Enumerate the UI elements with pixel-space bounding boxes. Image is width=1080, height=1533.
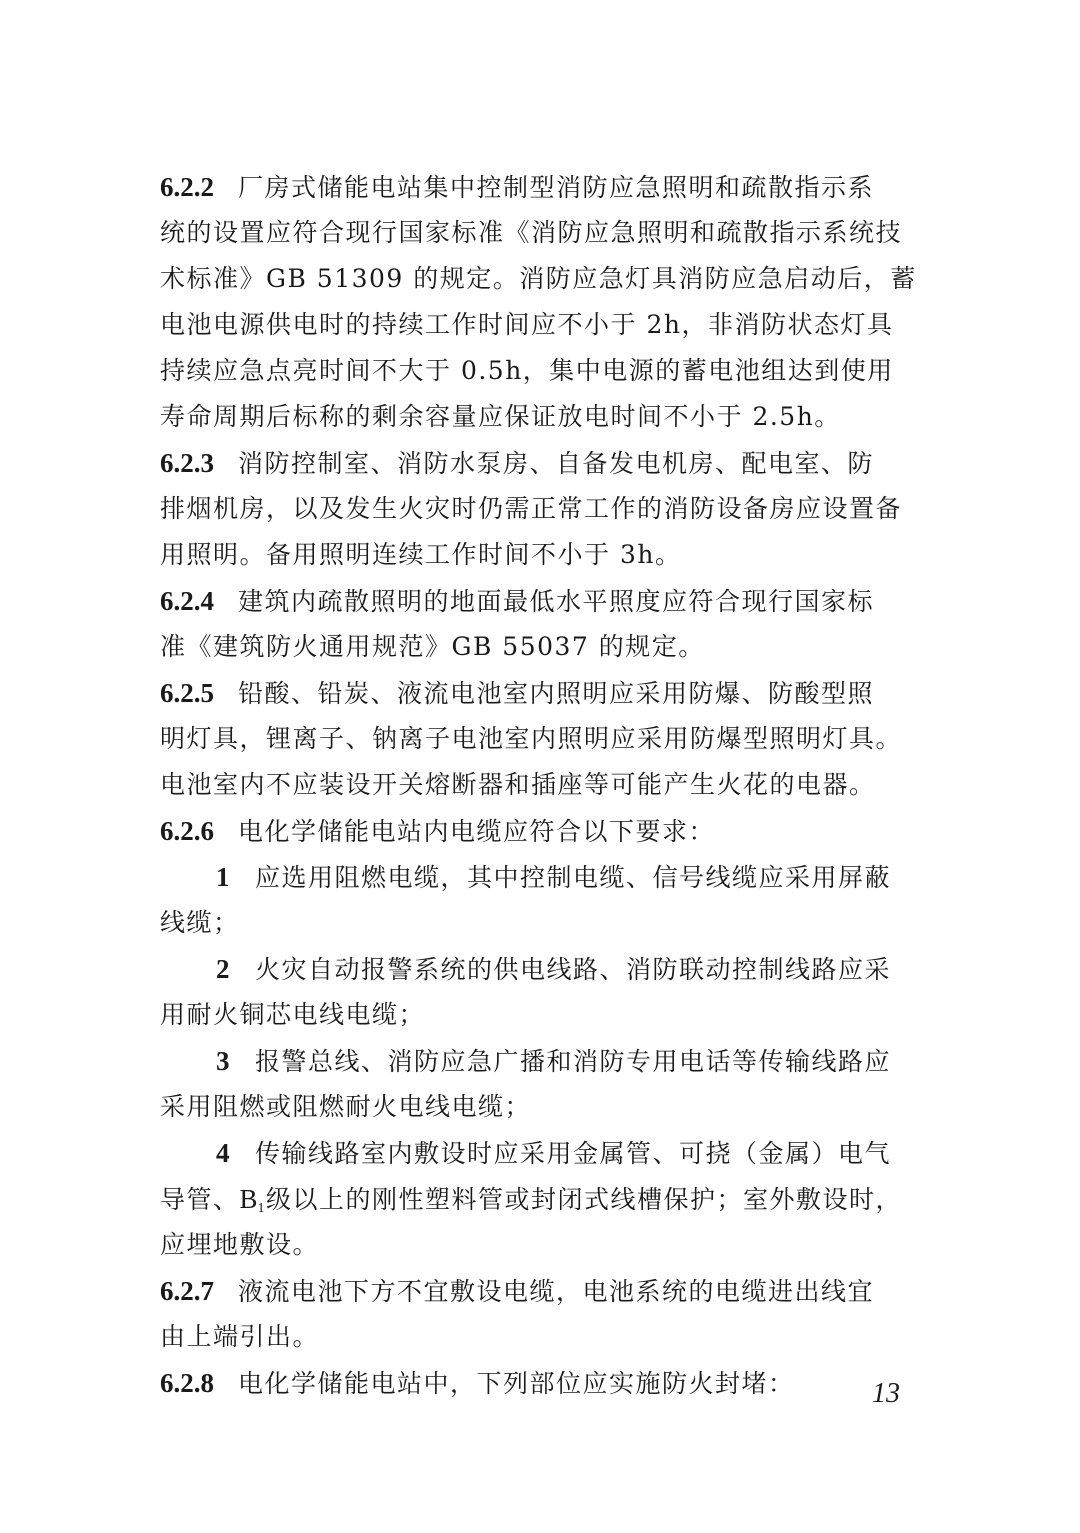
clause-6-2-2-line-3: 术标准》GB 51309 的规定。消防应急灯具消防应急启动后，蓄 bbox=[160, 264, 917, 293]
item-4-line-3: 应埋地敷设。 bbox=[160, 1230, 320, 1259]
item-text: 应选用阻燃电缆，其中控制电缆、信号线缆应采用屏蔽 bbox=[255, 863, 892, 892]
clause-6-2-2-line-4: 电池电源供电时的持续工作时间应不小于 2h，非消防状态灯具 bbox=[160, 310, 894, 339]
clause-text: 铅酸、铅炭、液流电池室内照明应采用防爆、防酸型照 bbox=[238, 679, 875, 708]
item-text-suffix: 级以上的刚性塑料管或封闭式线槽保护；室外敷设时， bbox=[266, 1185, 903, 1214]
clause-text: 电化学储能电站中，下列部位应实施防火封堵： bbox=[238, 1369, 795, 1398]
clause-number: 6.2.6 bbox=[160, 816, 214, 846]
clause-6-2-6-line-1 bbox=[160, 808, 715, 854]
page-number: 13 bbox=[872, 1378, 900, 1409]
item-text: 报警总线、消防应急广播和消防专用电话等传输线路应 bbox=[255, 1047, 892, 1076]
item-1-line-1 bbox=[160, 854, 891, 900]
clause-6-2-4-line-1 bbox=[160, 578, 874, 624]
item-number: 2 bbox=[216, 954, 231, 984]
clause-6-2-7-line-2: 由上端引出。 bbox=[160, 1322, 320, 1351]
grade-b1: B bbox=[239, 1184, 258, 1214]
clause-6-2-2-line-2: 统的设置应符合现行国家标准《消防应急照明和疏散指示系统技 bbox=[160, 218, 903, 247]
clause-6-2-2-line-1 bbox=[160, 164, 874, 210]
clause-6-2-5-line-3: 电池室内不应装设开关熔断器和插座等可能产生火花的电器。 bbox=[160, 770, 876, 799]
item-3-line-1 bbox=[160, 1038, 891, 1084]
clause-number: 6.2.7 bbox=[160, 1276, 214, 1306]
clause-text: 液流电池下方不宜敷设电缆，电池系统的电缆进出线宜 bbox=[238, 1277, 875, 1306]
item-text: 火灾自动报警系统的供电线路、消防联动控制线路应采 bbox=[255, 955, 892, 984]
clause-6-2-8-line-1 bbox=[160, 1360, 795, 1406]
item-number: 4 bbox=[216, 1138, 231, 1168]
clause-6-2-7-line-1 bbox=[160, 1268, 874, 1314]
item-2-line-1 bbox=[160, 946, 891, 992]
clause-number: 6.2.5 bbox=[160, 678, 214, 708]
item-number: 3 bbox=[216, 1046, 231, 1076]
clause-text: 电化学储能电站内电缆应符合以下要求： bbox=[238, 817, 716, 846]
clause-number: 6.2.3 bbox=[160, 448, 214, 478]
clause-text: 消防控制室、消防水泵房、自备发电机房、配电室、防 bbox=[238, 449, 875, 478]
clause-6-2-3-line-2: 排烟机房，以及发生火灾时仍需正常工作的消防设备房应设置备 bbox=[160, 494, 903, 523]
clause-6-2-3-line-1 bbox=[160, 440, 874, 486]
clause-text: 厂房式储能电站集中控制型消防应急照明和疏散指示系 bbox=[238, 173, 875, 202]
item-number: 1 bbox=[216, 862, 231, 892]
clause-text: 建筑内疏散照明的地面最低水平照度应符合现行国家标 bbox=[238, 587, 875, 616]
item-1-line-2: 线缆； bbox=[160, 908, 240, 937]
clause-6-2-4-line-2: 准《建筑防火通用规范》GB 55037 的规定。 bbox=[160, 632, 705, 661]
grade-b1-subscript: 1 bbox=[257, 1201, 267, 1216]
item-4-line-2 bbox=[160, 1176, 902, 1222]
item-4-line-1 bbox=[160, 1130, 891, 1176]
clause-number: 6.2.8 bbox=[160, 1368, 214, 1398]
clause-6-2-2-line-5: 持续应急点亮时间不大于 0.5h，集中电源的蓄电池组达到使用 bbox=[160, 356, 894, 385]
item-3-line-2: 采用阻燃或阻燃耐火电线电缆； bbox=[160, 1092, 532, 1121]
item-2-line-2: 用耐火铜芯电线电缆； bbox=[160, 1000, 426, 1029]
clause-6-2-3-line-3: 用照明。备用照明连续工作时间不小于 3h。 bbox=[160, 540, 682, 569]
clause-number: 6.2.2 bbox=[160, 172, 214, 202]
clause-number: 6.2.4 bbox=[160, 586, 214, 616]
clause-6-2-2-line-6: 寿命周期后标称的剩余容量应保证放电时间不小于 2.5h。 bbox=[160, 402, 841, 431]
clause-6-2-5-line-2: 明灯具，锂离子、钠离子电池室内照明应采用防爆型照明灯具。 bbox=[160, 724, 903, 753]
item-text: 传输线路室内敷设时应采用金属管、可挠（金属）电气 bbox=[255, 1139, 892, 1168]
item-text-prefix: 导管、 bbox=[160, 1185, 240, 1214]
clause-6-2-5-line-1 bbox=[160, 670, 874, 716]
